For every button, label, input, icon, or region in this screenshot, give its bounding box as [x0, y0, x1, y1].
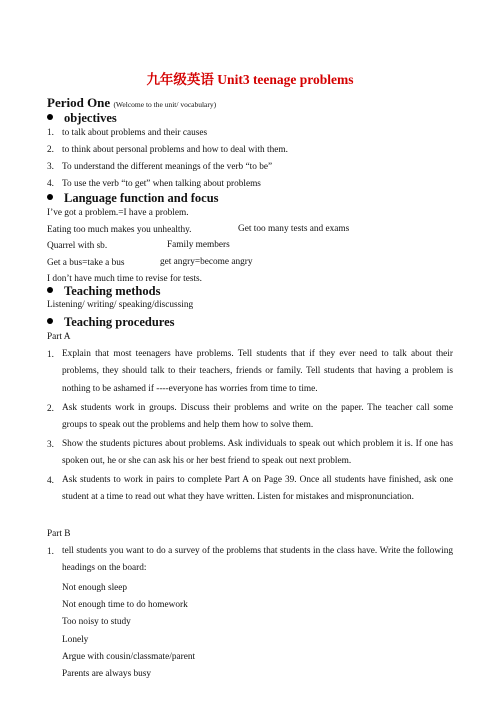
language-line: I don’t have much time to revise for tests.: [47, 274, 202, 284]
document-title: 九年级英语 Unit3 teenage problems: [146, 72, 354, 87]
methods-heading-text: Teaching methods: [64, 284, 161, 298]
objective-number: 4.: [47, 179, 54, 189]
survey-heading-item: Argue with cousin/classmate/parent: [62, 652, 196, 662]
objective-item: to think about personal problems and how to deal with them.: [62, 145, 288, 155]
objective-number: 1.: [47, 128, 54, 138]
procedure-number: 3.: [47, 440, 54, 450]
survey-heading-item: Not enough time to do homework: [62, 600, 188, 610]
period-title: Period One: [47, 95, 111, 110]
part-a-label: Part A: [47, 332, 71, 342]
survey-heading-item: Parents are always busy: [62, 669, 152, 679]
survey-heading-item: Not enough sleep: [62, 583, 128, 593]
procedure-item: Ask students work in groups. Discuss their problems and write on the paper. The teacher call some groups to speak out the problems and help them how to solve them.: [62, 403, 453, 431]
procedure-number: 1.: [47, 547, 54, 557]
procedure-item: Explain that most teenagers have problems. Tell students that if they ever need to talk about their problems, they should talk to their teachers, friends or family. Tell students that having a problem is nothing to be ashamed if ----everyone has worries from time to time.: [62, 349, 453, 394]
survey-heading-item: Lonely: [62, 635, 89, 645]
language-line: I’ve got a problem.=I have a problem.: [47, 208, 189, 218]
bullet-icon: [47, 318, 53, 324]
bullet-icon: [47, 287, 53, 293]
procedure-item: Ask students to work in pairs to complete Part A on Page 39. Once all students have finished, ask one student at a time to read out what they have written. Listen for mistakes and mispronunciation.: [62, 475, 453, 503]
methods-text: Listening/ writing/ speaking/discussing: [47, 300, 194, 310]
bullet-icon: [47, 114, 53, 120]
period-subtitle: (Welcome to the unit/ vocabulary): [113, 100, 217, 109]
language-line: Eating too much makes you unhealthy.: [47, 225, 192, 235]
survey-heading-item: Too noisy to study: [62, 617, 131, 627]
language-heading-text: Language function and focus: [64, 191, 219, 205]
language-line: Get a bus=take a bus: [47, 258, 125, 268]
procedure-number: 4.: [47, 476, 54, 486]
language-line: Quarrel with sb.: [47, 241, 108, 251]
objective-number: 3.: [47, 162, 54, 172]
objective-number: 2.: [47, 145, 54, 155]
bullet-icon: [47, 194, 53, 200]
objective-item: To understand the different meanings of the verb “to be”: [62, 162, 273, 172]
objectives-heading: [47, 111, 117, 125]
methods-heading: [47, 284, 160, 298]
objective-item: To use the verb “to get” when talking about problems: [62, 179, 261, 189]
objectives-heading-text: objectives: [64, 111, 117, 125]
language-line: get angry=become angry: [160, 257, 253, 267]
part-b-label: Part B: [47, 529, 71, 539]
language-heading: [47, 191, 219, 205]
procedure-number: 2.: [47, 404, 54, 414]
language-line: Get too many tests and exams: [238, 224, 350, 234]
procedures-heading-text: Teaching procedures: [64, 315, 175, 329]
objective-item: to talk about problems and their causes: [62, 128, 208, 138]
procedures-heading: [47, 315, 175, 329]
procedure-item: Show the students pictures about problems. Ask individuals to speak out which problem it is. If one has spoken out, he or she can ask his or her best friend to speak out next problem.: [62, 439, 453, 467]
procedure-item: tell students you want to do a survey of the problems that students in the class have. Write the following headings on the board:: [62, 546, 453, 574]
language-line: Family members: [167, 240, 230, 250]
procedure-number: 1.: [47, 350, 54, 360]
period-heading: [47, 95, 216, 111]
